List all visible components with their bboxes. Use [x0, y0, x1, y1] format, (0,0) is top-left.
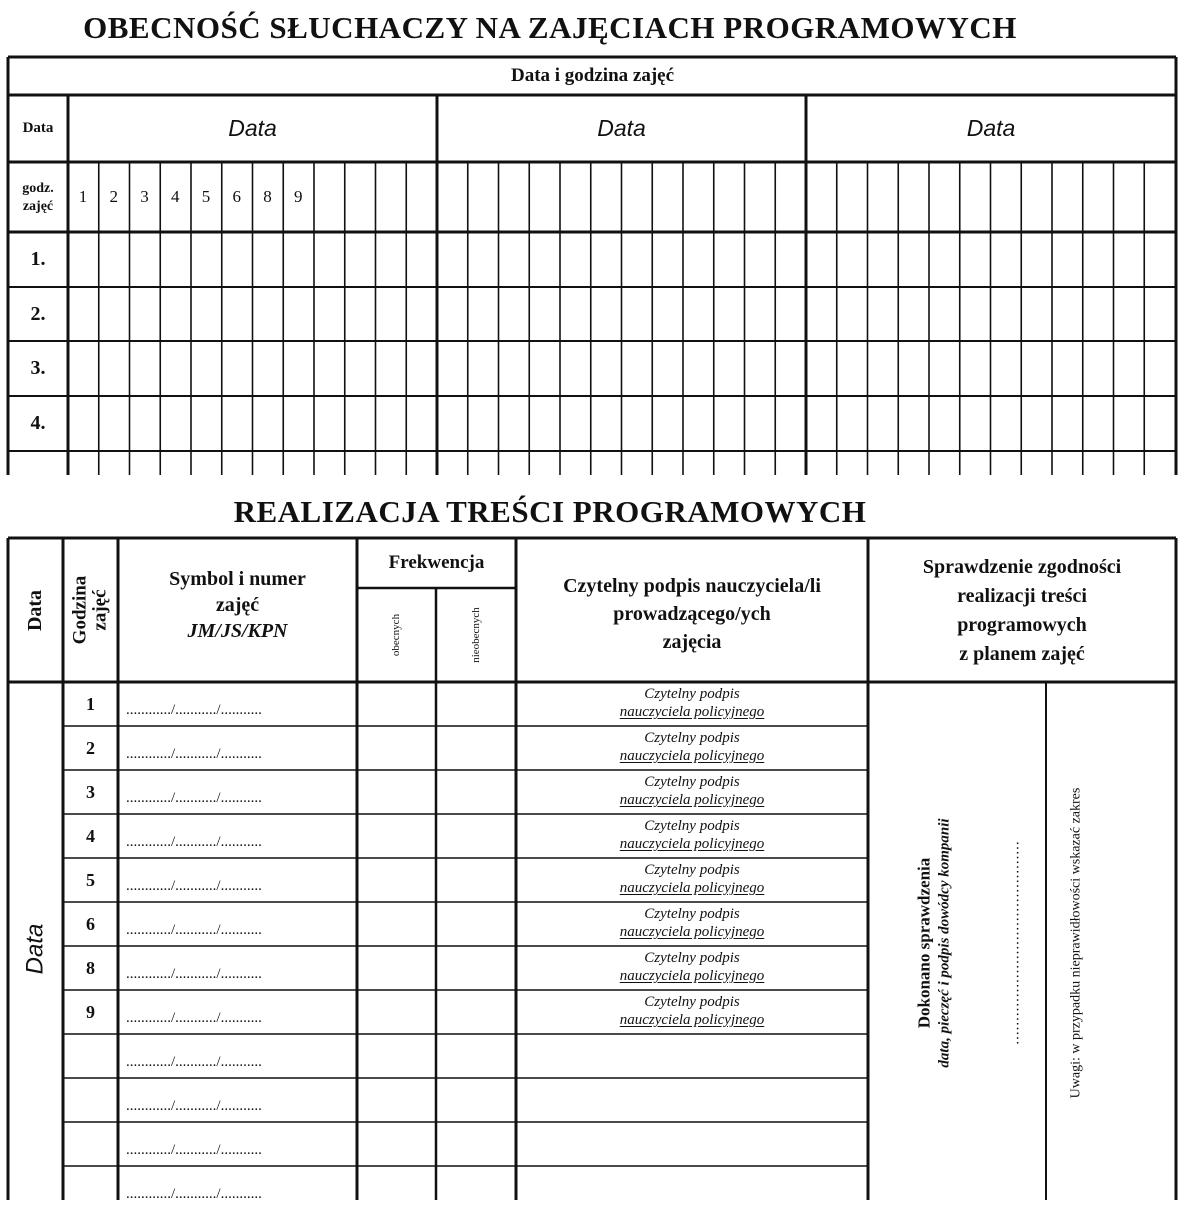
symbol-field[interactable]: ............/.........../...........	[126, 834, 262, 850]
attendance-hour-number: 9	[294, 187, 303, 206]
attendance-title: OBECNOŚĆ SŁUCHACZY NA ZAJĘCIACH PROGRAMOWYCH	[83, 10, 1017, 45]
signature-line-a: Czytelny podpis	[644, 950, 740, 966]
attendance-header-caption: Data i godzina zajęć	[510, 65, 675, 86]
realization-hour-number: 3	[86, 781, 95, 802]
realization-hour-number: 9	[86, 1001, 95, 1022]
symbol-field[interactable]: ............/.........../...........	[126, 1010, 262, 1026]
attendance-row-4: 4.	[30, 412, 46, 434]
present-label: obecnych	[390, 613, 403, 657]
symbol-field[interactable]: ............/.........../...........	[126, 1186, 262, 1202]
attendance-hour-number: 5	[201, 187, 211, 206]
signature-line-b: nauczyciela policyjnego	[619, 792, 765, 808]
realization-hour-number: 8	[86, 957, 95, 978]
signature-field[interactable]	[517, 729, 867, 765]
realization-hour-number	[64, 1124, 117, 1164]
check-header-line3: programowych	[957, 614, 1087, 636]
attendance-date-2: Data	[597, 114, 646, 141]
signature-field[interactable]	[517, 861, 867, 897]
realization-hour-number: 6	[86, 913, 95, 934]
attendance-date-1: Data	[228, 114, 277, 141]
check-done-line2: data, pieczęć i podpis dowódcy kompanii	[937, 817, 954, 1068]
realization-title: REALIZACJA TREŚCI PROGRAMOWYCH	[233, 494, 867, 529]
signature-line-b: nauczyciela policyjnego	[619, 836, 765, 852]
check-dots-cell	[985, 690, 1045, 1195]
realization-hour-number: 1	[86, 693, 95, 714]
attendance-row-1: 1.	[30, 248, 46, 270]
realization-date-cell	[9, 690, 62, 1190]
signature-line-a: Czytelny podpis	[644, 862, 740, 878]
realization-header-date-text: Data	[23, 589, 46, 631]
signature-header-line1: Czytelny podpis nauczyciela/li	[563, 575, 821, 597]
symbol-header-line3: JM/JS/KPN	[187, 620, 288, 642]
signature-line-b: nauczyciela policyjnego	[619, 880, 765, 896]
realization-header-absent	[437, 590, 515, 680]
realization-hour-number	[64, 1080, 117, 1120]
realization-header-signature	[517, 572, 867, 656]
signature-line-a: Czytelny podpis	[644, 906, 740, 922]
attendance-hour-number: 1	[78, 187, 88, 206]
attendance-row-label-date: Data	[22, 119, 54, 136]
attendance-hour-number: 3	[140, 187, 149, 206]
attendance-date-3: Data	[966, 114, 1016, 141]
signature-line-a: Czytelny podpis	[644, 774, 740, 790]
signature-line-b: nauczyciela policyjnego	[619, 968, 765, 984]
check-header-line1: Sprawdzenie zgodności	[922, 556, 1122, 578]
check-header-line2: realizacji treści	[957, 585, 1087, 607]
symbol-field[interactable]: ............/.........../...........	[126, 790, 262, 806]
symbol-field[interactable]: ............/.........../...........	[126, 878, 262, 894]
signature-field[interactable]	[517, 993, 867, 1029]
signature-field[interactable]	[517, 905, 867, 941]
absent-label: nieobecnych	[470, 607, 482, 663]
realization-hour-number: 4	[86, 825, 95, 846]
signature-header-line2: prowadzącego/ych	[613, 603, 771, 625]
attendance-row-label-hours: godz. zajęć	[22, 181, 54, 214]
attendance-row-3: 3.	[30, 357, 46, 379]
attendance-hour-number: 4	[171, 187, 180, 206]
symbol-field[interactable]: ............/.........../...........	[126, 702, 262, 718]
realization-date-placeholder: Data	[21, 923, 49, 975]
symbol-field[interactable]: ............/.........../...........	[126, 966, 262, 982]
symbol-header-line1: Symbol i numer	[169, 568, 306, 590]
realization-header-date	[9, 540, 62, 680]
realization-hour-number	[64, 1036, 117, 1076]
signature-line-a: Czytelny podpis	[644, 818, 740, 834]
attendance-row-2: 2.	[30, 302, 46, 325]
signature-field[interactable]	[517, 773, 867, 809]
symbol-field[interactable]: ............/.........../...........	[126, 746, 262, 762]
signature-field[interactable]	[517, 817, 867, 853]
realization-header-check	[869, 553, 1175, 669]
realization-header-present	[358, 590, 435, 680]
symbol-header-line2: zajęć	[215, 594, 260, 616]
signature-line-b: nauczyciela policyjnego	[619, 924, 765, 940]
check-dots: ...........................................	[1006, 840, 1023, 1045]
signature-line-b: nauczyciela policyjnego	[619, 1012, 765, 1028]
attendance-hour-number: 2	[109, 187, 118, 206]
signature-line-a: Czytelny podpis	[644, 730, 740, 746]
realization-header-symbol	[119, 566, 356, 644]
symbol-field[interactable]: ............/.........../...........	[126, 1142, 262, 1158]
signature-field[interactable]	[517, 949, 867, 985]
signature-line-b: nauczyciela policyjnego	[619, 704, 765, 720]
realization-hour-number: 5	[86, 869, 95, 890]
realization-hour-number: 2	[86, 737, 95, 758]
signature-header-line3: zajęcia	[662, 631, 722, 653]
attendance-hour-number: 8	[263, 187, 272, 206]
realization-header-hours-text: Godzina zajęć	[69, 575, 111, 645]
signature-line-a: Czytelny podpis	[644, 994, 740, 1010]
remarks-text: Uwagi: w przypadku nieprawidłowości wskazać zakres	[1068, 787, 1083, 1098]
check-done-line1: Dokonano sprawdzenia	[915, 857, 935, 1028]
signature-line-b: nauczyciela policyjnego	[619, 748, 765, 764]
realization-hour-number	[64, 1168, 117, 1208]
symbol-field[interactable]: ............/.........../...........	[126, 922, 262, 938]
check-header-line4: z planem zajęć	[959, 643, 1085, 665]
realization-header-frequency: Frekwencja	[388, 552, 485, 573]
realization-header-hours	[64, 540, 117, 680]
attendance-hour-number: 6	[232, 187, 241, 206]
symbol-field[interactable]: ............/.........../...........	[126, 1054, 262, 1070]
signature-field[interactable]	[517, 685, 867, 721]
symbol-field[interactable]: ............/.........../...........	[126, 1098, 262, 1114]
remarks-cell	[1047, 690, 1175, 1195]
signature-line-a: Czytelny podpis	[644, 686, 740, 702]
